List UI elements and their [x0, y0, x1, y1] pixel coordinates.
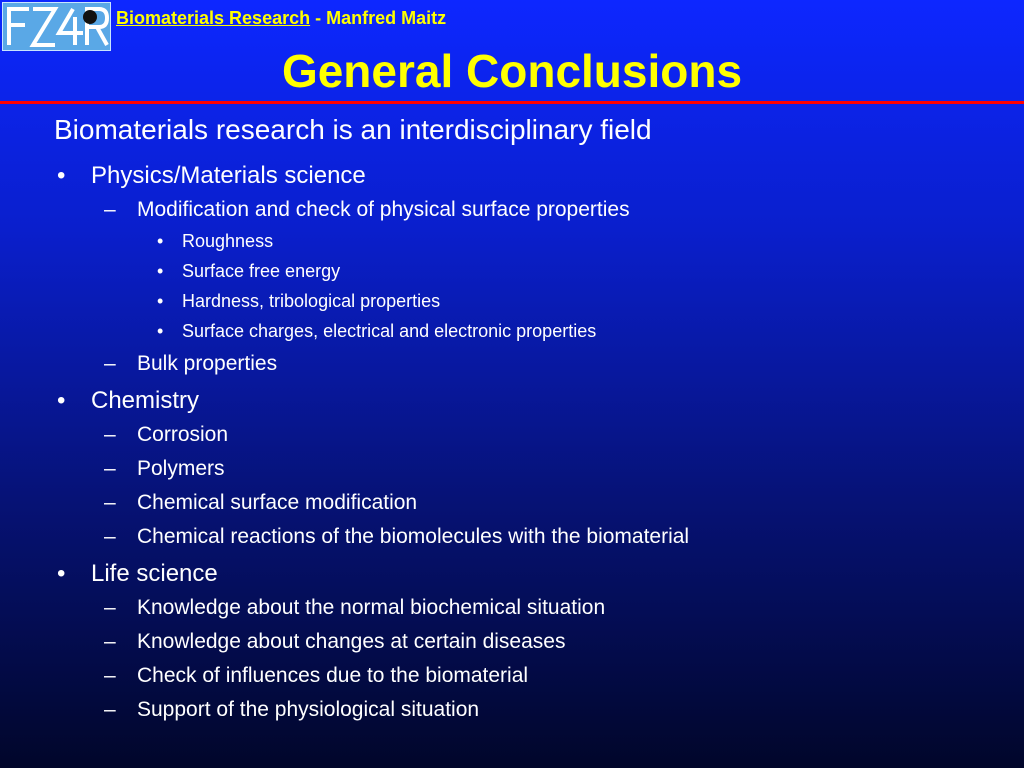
item-certain-diseases: Knowledge about changes at certain diseases [137, 630, 566, 653]
item-chemical-reactions: Chemical reactions of the biomolecules with the biomaterial [137, 525, 690, 548]
dash-marker: – [104, 491, 116, 514]
dash-marker: – [104, 198, 116, 221]
dash-marker: – [104, 423, 116, 446]
bullet-marker: • [157, 231, 164, 251]
section-life-science: Life science [91, 560, 218, 587]
bullet-marker: • [57, 162, 66, 189]
item-normal-biochemical: Knowledge about the normal biochemical situation [137, 596, 606, 619]
item-support-physiological: Support of the physiological situation [137, 698, 480, 721]
bullet-marker: • [57, 387, 66, 414]
bullet-marker: • [157, 291, 164, 311]
dash-marker: – [104, 525, 116, 548]
intro-text: Biomaterials research is an interdisciplinary field [54, 114, 652, 145]
item-bulk-properties: Bulk properties [137, 352, 278, 375]
subitem-roughness: Roughness [182, 231, 274, 251]
dash-marker: – [104, 352, 116, 375]
author-name: - Manfred Maitz [310, 8, 447, 28]
slide-title: General Conclusions [281, 45, 743, 97]
dash-marker: – [104, 596, 116, 619]
dash-marker: – [104, 698, 116, 721]
section-physics: Physics/Materials science [91, 162, 366, 189]
item-polymers: Polymers [137, 457, 225, 480]
subitem-surface-free-energy: Surface free energy [182, 261, 341, 281]
bullet-marker: • [57, 560, 66, 587]
item-check-influences: Check of influences due to the biomaterial [137, 664, 529, 687]
item-surface-properties: Modification and check of physical surface properties [137, 198, 630, 221]
bullet-marker: • [157, 261, 164, 281]
biomaterials-research-link[interactable]: Biomaterials Research [116, 8, 311, 28]
dash-marker: – [104, 457, 116, 480]
dash-marker: – [104, 664, 116, 687]
section-chemistry: Chemistry [91, 387, 200, 414]
item-corrosion: Corrosion [137, 423, 229, 446]
subitem-hardness: Hardness, tribological properties [182, 291, 441, 311]
bullet-marker: • [157, 321, 164, 341]
item-chemical-surface-modification: Chemical surface modification [137, 491, 418, 514]
dash-marker: – [104, 630, 116, 653]
subitem-surface-charges: Surface charges, electrical and electronic properties [182, 321, 597, 341]
